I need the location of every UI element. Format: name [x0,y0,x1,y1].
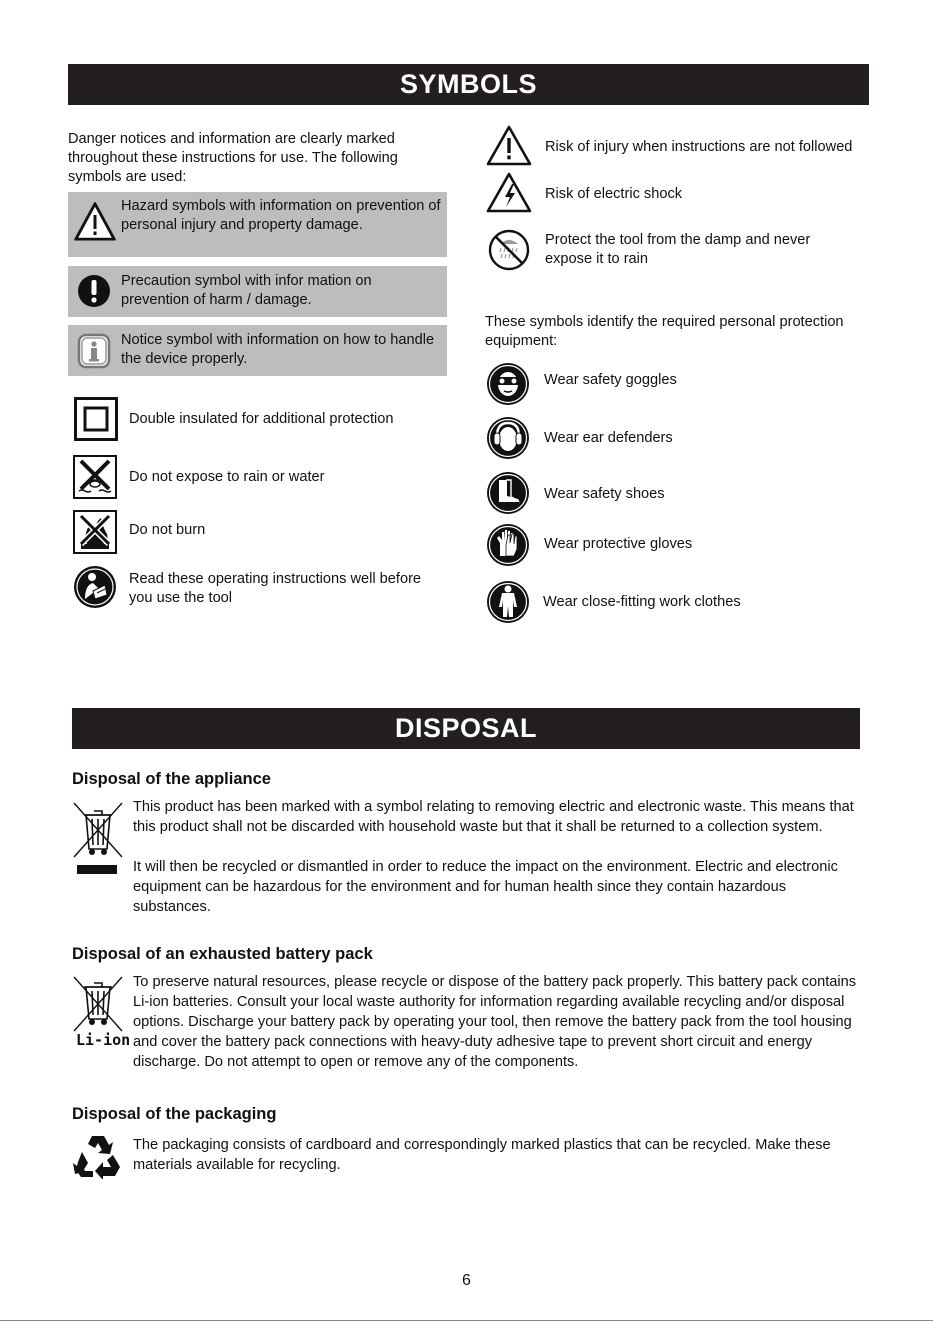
info-icon [77,333,111,369]
ear-defenders-icon [486,416,530,460]
double-insulated-text: Double insulated for additional protection [129,411,394,427]
risk-injury-text: Risk of injury when instructions are not followed [545,139,853,155]
battery-paragraph: To preserve natural resources, please recycle or dispose of the battery pack properly. This battery pack contains Li-ion batteries. Consult your local waste authority for information regarding available recycling and/or disposal options. Discharge your battery pack by operating your tool, then remove the battery pack from the tool housing and cover the battery pack connections with heavy-duty adhesive tape to prevent short circuit and energy discharge. Do not attempt to open or remove any of the components. [133,974,857,1070]
no-rain-water-text: Do not expose to rain or water [129,469,325,485]
packaging-heading: Disposal of the packaging [72,1105,277,1123]
appliance-heading: Disposal of the appliance [72,770,271,788]
precaution-box [68,266,447,317]
exclamation-icon [77,274,111,308]
electric-shock-text: Risk of electric shock [545,186,683,202]
crossed-bin-li-ion-icon [72,975,124,1033]
battery-heading: Disposal of an exhausted battery pack [72,945,373,963]
footer-rule [0,1320,933,1321]
safety-goggles-text: Wear safety goggles [544,372,677,388]
protective-gloves-icon [486,523,530,567]
appliance-paragraph-2: It will then be recycled or dismantled in order to reduce the impact on the environment. Electric and electronic equipment can be hazardous for the environment and for human health since they contain hazardous substances. [133,859,838,915]
symbols-banner [68,64,869,105]
recycle-icon [73,1133,123,1179]
ppe-intro: These symbols identify the required personal protection equipment: [485,314,844,349]
notice-box-text: Notice symbol with information on how to handle the device properly. [121,332,435,367]
crossed-bin-icon [72,801,124,877]
notice-box [68,325,447,376]
safety-shoes-text: Wear safety shoes [544,486,665,502]
no-rain-text: Protect the tool from the damp and never expose it to rain [545,232,811,267]
read-manual-icon [73,565,117,609]
no-rain-water-icon [73,455,117,499]
no-rain-icon [488,229,530,271]
warning-triangle-icon [74,202,116,242]
symbols-intro: Danger notices and information are clearly marked throughout these instructions for use. The following symbols are used: [68,131,398,185]
work-clothes-icon [486,580,530,624]
work-clothes-text: Wear close-fitting work clothes [543,594,741,610]
warning-triangle-icon [486,125,532,167]
precaution-box-text: Precaution symbol with infor mation on prevention of harm / damage. [121,273,372,308]
safety-goggles-icon [486,362,530,406]
packaging-paragraph: The packaging consists of cardboard and correspondingly marked plastics that can be recycled. Make these materials available for recycling. [133,1137,831,1173]
li-ion-label: Li-ion [76,1031,131,1049]
appliance-paragraph-1: This product has been marked with a symbol relating to removing electric and electronic waste. This means that this product shall not be discarded with household waste but that it shall be returned to a collection system. [133,799,854,835]
page-number: 6 [462,1272,471,1289]
electric-shock-icon [486,172,532,214]
symbols-title: SYMBOLS [399,69,537,99]
double-insulated-icon [74,397,118,441]
hazard-box [68,192,447,257]
hazard-box-text: Hazard symbols with information on prevention of personal injury and property damage. [121,198,441,233]
disposal-title: DISPOSAL [394,713,538,743]
do-not-burn-icon [73,510,117,554]
protective-gloves-text: Wear protective gloves [544,536,693,552]
safety-shoes-icon [486,471,530,515]
read-manual-text: Read these operating instructions well before you use the tool [129,571,422,606]
ear-defenders-text: Wear ear defenders [544,430,673,446]
do-not-burn-text: Do not burn [129,522,206,538]
disposal-banner [72,708,860,749]
